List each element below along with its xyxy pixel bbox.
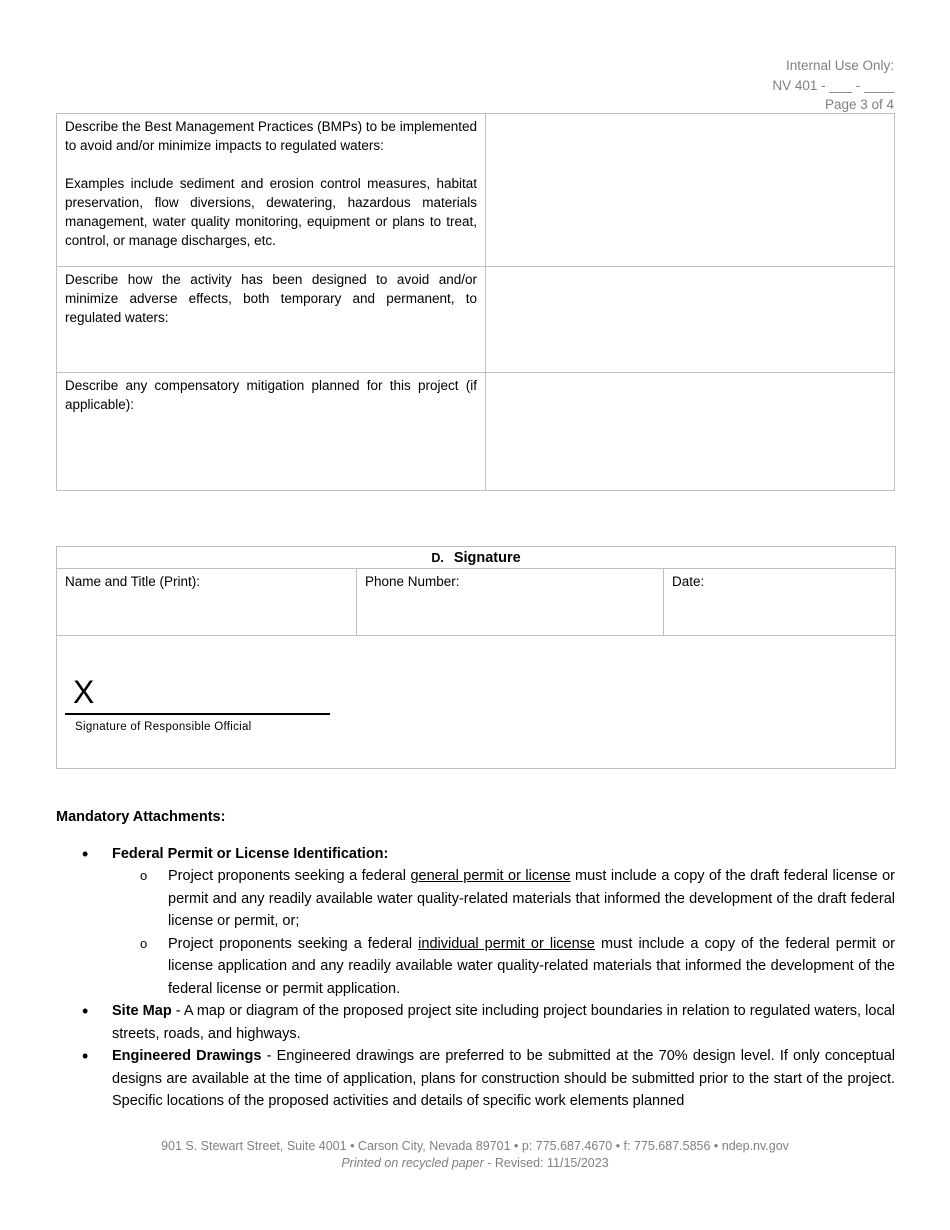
design-question: Describe how the activity has been designed to avoid and/or minimize adverse effects, both temporary and permanent, to regulated waters: xyxy=(57,267,486,373)
signature-fields-row xyxy=(57,569,896,636)
mitigation-question: Describe any compensatory mitigation planned for this project (if applicable): xyxy=(57,373,486,491)
engineered-drawings-text: - Engineered drawings are preferred to be submitted at the 70% design level. If only conceptual designs are available at the time of application, plans for construction should be submitted prior to the start of the project. Specific locations of the proposed activities and details of specific work elements planned xyxy=(112,1048,895,1109)
engineered-drawings-heading: Engineered Drawings xyxy=(112,1048,262,1064)
signature-line xyxy=(65,713,330,715)
list-item xyxy=(56,1000,895,1045)
sub-item-text: must include a copy of the draft federal license or permit and any readily available water quality-related materials that informed the development of the draft federal license or permit, or; xyxy=(168,868,895,929)
page-number: Page 3 of 4 xyxy=(824,97,894,112)
list-item xyxy=(56,1045,895,1113)
sub-item-text: Project proponents seeking a federal xyxy=(168,935,419,952)
phone-field[interactable] xyxy=(357,569,664,636)
mitigation-row xyxy=(57,373,895,491)
phone-label: Phone Number: xyxy=(365,574,460,589)
revised-date: - Revised: 11/15/2023 xyxy=(483,1156,609,1170)
federal-permit-heading: Federal Permit or License Identification: xyxy=(112,845,389,862)
bmp-answer-field[interactable] xyxy=(486,114,895,267)
internal-use-label: Internal Use Only: xyxy=(785,58,894,73)
attachments-list xyxy=(56,843,895,1113)
form-number: NV 401 - ___ - ____ xyxy=(772,77,894,93)
design-answer-field[interactable] xyxy=(486,267,895,373)
date-field[interactable] xyxy=(664,569,896,636)
list-item xyxy=(112,865,895,933)
signature-x-mark: X xyxy=(73,674,95,710)
page-footer xyxy=(0,1138,950,1172)
date-label: Date: xyxy=(672,574,705,589)
bmp-table xyxy=(56,113,895,491)
signature-caption: Signature of Responsible Official xyxy=(75,721,252,733)
sub-item-text: must include a copy of the federal permit or license application and any readily available water quality-related materials that informed the development of the federal license or permit application. xyxy=(168,935,895,997)
list-item xyxy=(112,933,895,1001)
individual-permit-text: individual permit or license xyxy=(418,935,595,952)
mitigation-answer-field[interactable] xyxy=(486,373,895,491)
site-map-heading: Site Map xyxy=(112,1003,172,1019)
section-title xyxy=(57,547,896,569)
signature-field[interactable] xyxy=(57,636,896,769)
general-permit-text: general permit or license xyxy=(410,868,571,884)
footer-address: 901 S. Stewart Street, Suite 4001 • Carson City, Nevada 89701 • p: 775.687.4670 • f: 775.687.5856 • ndep.nv.gov xyxy=(161,1139,789,1153)
attachments-title: Mandatory Attachments: xyxy=(56,809,226,825)
bmp-row xyxy=(57,114,895,267)
mandatory-attachments xyxy=(56,806,895,1113)
bmp-examples-text: Examples include sediment and erosion control measures, habitat preservation, flow diversions, dewatering, hazardous materials management, water quality monitoring, equipment or plans to treat, control, or manage discharges, etc. xyxy=(65,176,477,248)
signature-line-row xyxy=(57,636,896,769)
name-title-label: Name and Title (Print): xyxy=(65,574,201,589)
bmp-question-text: Describe the Best Management Practices (BMPs) to be implemented to avoid and/or minimize impacts to regulated waters: xyxy=(65,119,477,153)
design-row xyxy=(57,267,895,373)
recycled-note: Printed on recycled paper xyxy=(341,1156,484,1170)
footer-revision xyxy=(0,1155,950,1172)
bmp-question xyxy=(57,114,486,267)
signature-title-row xyxy=(57,547,896,569)
federal-sublist xyxy=(112,865,895,1000)
section-heading: Signature xyxy=(453,550,521,566)
section-letter: D. xyxy=(431,551,444,565)
name-title-field[interactable] xyxy=(57,569,357,636)
sub-item-text: Project proponents seeking a federal xyxy=(168,868,411,884)
signature-table xyxy=(56,546,896,769)
page-header xyxy=(594,56,894,115)
list-item xyxy=(56,843,895,1001)
site-map-text: - A map or diagram of the proposed project site including project boundaries in relation to regulated waters, local streets, roads, and highways. xyxy=(112,1003,895,1042)
